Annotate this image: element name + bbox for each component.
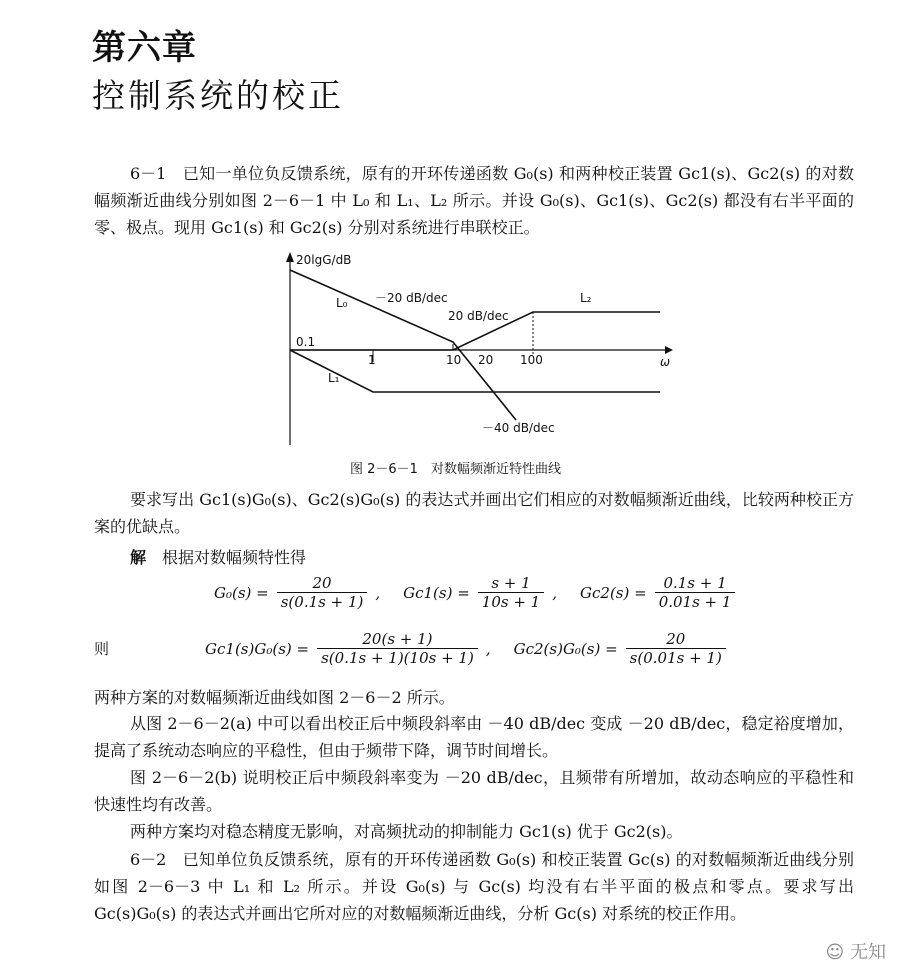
equation-row-2: 则 Gc1(s)G₀(s) = $\frac{20(s + 1)}{s(0.1s + 1)(10s + 1)}$ , Gc2(s)G₀(s) = $\frac{20}{s(0.01s + 1)}$: [94, 630, 726, 667]
figure-caption: 图 2－6－1 对数幅频渐近特性曲线: [350, 462, 561, 477]
g0-lhs: G₀(s) =: [214, 583, 269, 602]
tick-label-10: 10: [446, 353, 462, 367]
label-L2: L₂: [580, 291, 592, 305]
solution-line: [94, 544, 890, 571]
curve-L1: [290, 350, 660, 392]
label-L0: L₀: [336, 296, 348, 310]
chapter-title: 控制系统的校正: [92, 76, 344, 115]
solution-intro: 根据对数幅频特性得: [162, 548, 307, 567]
g0-num: 20: [277, 574, 368, 593]
paragraph-fig-b: 图 2－6－2(b) 说明校正后中频段斜率变为 －20 dB/dec，且频带有所增加，故动态响应的平稳性和快速性均有改善。: [94, 768, 854, 814]
gc2-lhs: Gc2(s) =: [580, 583, 647, 602]
paragraph-conclusion: 两种方案均对稳态精度无影响，对高频扰动的抑制能力 Gc1(s) 优于 Gc2(s)。: [130, 822, 683, 841]
gc1-num: s + 1: [478, 574, 544, 593]
y-axis-arrow: [286, 252, 294, 262]
problem-1-intro: 6－1 已知一单位负反馈系统，原有的开环传递函数 G₀(s) 和两种校正装置 Gc1(s)、Gc2(s) 的对数幅频渐近曲线分别如图 2－6－1 中 L₀ 和 L₁、L₂ 所示。并设 G₀(s)、Gc1(s)、Gc2(s) 都没有右半平面的零、极点。现用 Gc1(s) 和 Gc2(s) 分别对系统进行串联校正。: [94, 164, 854, 237]
gc1g0-lhs: Gc1(s)G₀(s) =: [205, 639, 310, 658]
paragraph-fig-a: 从图 2－6－2(a) 中可以看出校正后中频段斜率由 －40 dB/dec 变成 －20 dB/dec，稳定裕度增加，提高了系统动态响应的平稳性，但由于频带下降，调节时间增长。: [94, 714, 854, 760]
tick-label-20: 20: [478, 353, 494, 367]
equation-row-1: G₀(s) = $\frac{20}{s(0.1s + 1)}$ , Gc1(s) = $\frac{s + 1}{10s + 1}$ , Gc2(s) = $\frac{0.1s + 1}{0.01s + 1}$: [214, 574, 735, 611]
gc1-den: 10s + 1: [481, 593, 541, 611]
gc2-num: 0.1s + 1: [655, 574, 736, 593]
wechat-icon: ☺: [825, 942, 845, 963]
watermark-text: 无知: [850, 942, 886, 963]
y-axis-label: 20lgG/dB: [296, 253, 352, 267]
gc2-den: 0.01s + 1: [658, 593, 732, 611]
problem-2-text: 6－2 已知单位负反馈系统，原有的开环传递函数 G₀(s) 和校正装置 Gc(s) 的对数幅频渐近曲线分别如图 2－6－3 中 L₁ 和 L₂ 所示。并设 G₀(s) 与 Gc(s) 均没有右半平面的极点和零点。要求写出 Gc(s)G₀(s) 的表达式并画出它所对应的对数幅频渐近曲线，分析 Gc(s) 对系统的校正作用。: [94, 850, 854, 923]
paragraph-curves: 两种方案的对数幅频渐近曲线如图 2－6－2 所示。: [94, 688, 455, 707]
bode-figure: [260, 250, 680, 450]
tick-label-1: 1: [368, 353, 376, 367]
problem-1-requirement: 要求写出 Gc1(s)G₀(s)、Gc2(s)G₀(s) 的表达式并画出它们相应的对数幅频渐近曲线，比较两种校正方案的优缺点。: [94, 490, 854, 536]
tick-label-0.1: 0.1: [296, 335, 316, 349]
label-L1: L₁: [328, 371, 340, 385]
g0-den: s(0.1s + 1): [280, 593, 364, 611]
solution-label: 解: [130, 548, 147, 567]
then-label: 则: [94, 640, 110, 658]
chapter-number: 第六章: [92, 28, 197, 68]
x-axis-label: ω: [660, 355, 671, 369]
gc1g0-den: s(0.1s + 1)(10s + 1): [321, 649, 474, 667]
gc2g0-num: 20: [626, 630, 726, 649]
gc1-lhs: Gc1(s) =: [403, 583, 470, 602]
watermark: [826, 938, 887, 964]
label-slope-20: 20 dB/dec: [448, 309, 509, 323]
label-slope-m20: －20 dB/dec: [375, 291, 448, 305]
gc2g0-lhs: Gc2(s)G₀(s) =: [513, 639, 618, 658]
tick-label-100: 100: [520, 353, 543, 367]
label-slope-m40: －40 dB/dec: [482, 421, 555, 435]
gc1g0-num: 20(s + 1): [317, 630, 478, 649]
gc2g0-den: s(0.01s + 1): [629, 649, 722, 667]
x-axis-arrow: [665, 346, 673, 354]
